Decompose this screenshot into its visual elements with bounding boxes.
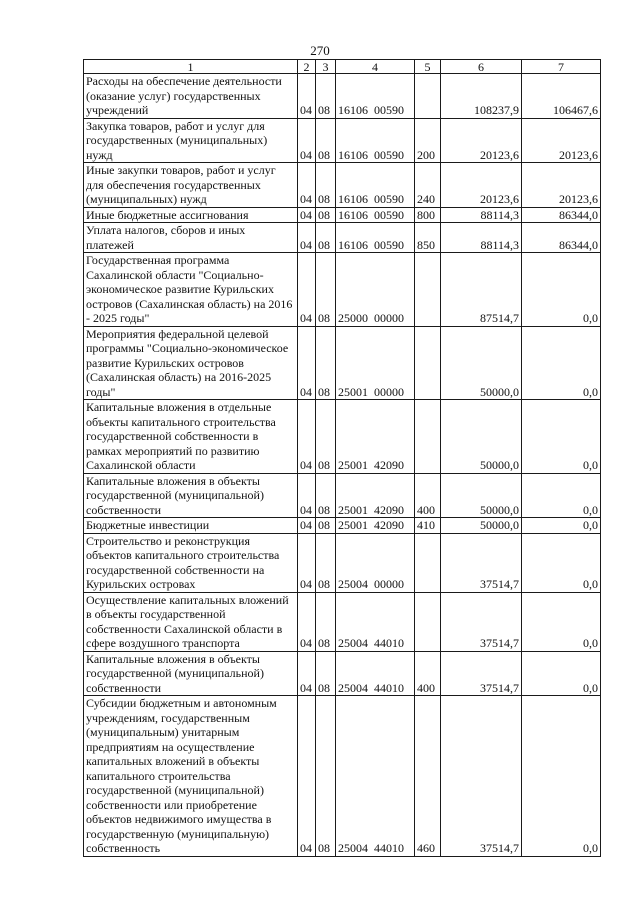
column-header: 3 bbox=[316, 60, 336, 74]
amount-year-1: 88114,3 bbox=[441, 207, 522, 223]
target-program-code: 16106 bbox=[338, 147, 368, 162]
target-program-code: 16106 bbox=[338, 103, 368, 117]
expense-name: Иные закупки товаров, работ и услуг для обеспечения государственных (муниципальных) нужд bbox=[84, 163, 298, 208]
expense-name: Осуществление капитальных вложений в объекты государственной собственности Сахалинской области в сфере воздушного транспорта bbox=[84, 592, 298, 651]
amount-year-1: 50000,0 bbox=[441, 326, 522, 400]
subsection-code: 08 bbox=[316, 696, 336, 857]
subsection-code: 08 bbox=[316, 163, 336, 208]
target-program-code: 25004 bbox=[338, 577, 368, 591]
expense-type-code: 410 bbox=[415, 518, 441, 534]
amount-year-2: 20123,6 bbox=[522, 163, 601, 208]
expense-type-code: 800 bbox=[415, 207, 441, 223]
amount-year-2: 0,0 bbox=[522, 473, 601, 518]
target-article-code bbox=[336, 253, 415, 327]
target-direction-code: 00000 bbox=[374, 384, 404, 399]
amount-year-1: 88114,3 bbox=[441, 223, 522, 253]
target-direction-code: 00590 bbox=[374, 147, 404, 162]
section-code: 04 bbox=[298, 74, 316, 119]
section-code: 04 bbox=[298, 473, 316, 518]
subsection-code: 08 bbox=[316, 207, 336, 223]
subsection-code: 08 bbox=[316, 473, 336, 518]
subsection-code: 08 bbox=[316, 253, 336, 327]
amount-year-1: 37514,7 bbox=[441, 696, 522, 857]
amount-year-2: 20123,6 bbox=[522, 118, 601, 163]
target-program-code: 16106 bbox=[338, 207, 368, 222]
target-direction-code: 42090 bbox=[374, 458, 404, 472]
expense-name: Капитальные вложения в объекты государственной (муниципальной) собственности bbox=[84, 651, 298, 696]
table-row bbox=[84, 592, 601, 651]
section-code: 04 bbox=[298, 163, 316, 208]
section-code: 04 bbox=[298, 696, 316, 857]
amount-year-1: 108237,9 bbox=[441, 74, 522, 119]
expense-name: Капитальные вложения в объекты государственной (муниципальной) собственности bbox=[84, 473, 298, 518]
target-program-code: 25001 bbox=[338, 518, 368, 532]
section-code: 04 bbox=[298, 518, 316, 534]
amount-year-1: 50000,0 bbox=[441, 400, 522, 474]
section-code: 04 bbox=[298, 253, 316, 327]
expense-type-code: 200 bbox=[415, 118, 441, 163]
target-direction-code: 00000 bbox=[374, 311, 404, 325]
subsection-code: 08 bbox=[316, 518, 336, 534]
target-article-code bbox=[336, 326, 415, 400]
target-article-code bbox=[336, 207, 415, 223]
amount-year-2: 0,0 bbox=[522, 400, 601, 474]
target-direction-code: 00000 bbox=[374, 577, 404, 591]
amount-year-2: 0,0 bbox=[522, 592, 601, 651]
section-code: 04 bbox=[298, 533, 316, 592]
table-row bbox=[84, 74, 601, 119]
page-number: 270 bbox=[310, 43, 330, 58]
target-article-code bbox=[336, 163, 415, 208]
expense-name: Бюджетные инвестиции bbox=[84, 518, 298, 534]
table-row bbox=[84, 326, 601, 400]
target-article-code bbox=[336, 473, 415, 518]
target-program-code: 16106 bbox=[338, 237, 368, 252]
expense-type-code: 400 bbox=[415, 651, 441, 696]
target-program-code: 25001 bbox=[338, 384, 368, 399]
target-article-code bbox=[336, 223, 415, 253]
section-code: 04 bbox=[298, 651, 316, 696]
target-article-code bbox=[336, 651, 415, 696]
amount-year-2: 0,0 bbox=[522, 518, 601, 534]
amount-year-2: 106467,6 bbox=[522, 74, 601, 119]
target-program-code: 16106 bbox=[338, 192, 368, 206]
target-direction-code: 00590 bbox=[374, 192, 404, 206]
amount-year-1: 50000,0 bbox=[441, 473, 522, 518]
expense-name: Государственная программа Сахалинской области "Социально-экономическое развитие Курильских островов (Сахалинская область) на 2016 - 2025 годы" bbox=[84, 253, 298, 327]
subsection-code: 08 bbox=[316, 592, 336, 651]
amount-year-1: 37514,7 bbox=[441, 592, 522, 651]
subsection-code: 08 bbox=[316, 400, 336, 474]
expense-name: Субсидии бюджетным и автономным учреждениям, государственным (муниципальным) унитарным предприятиям на осуществление капитальных вложений в объекты капитального строительства государственной (муниципальной) собственности или приобретение объектов недвижимого имущества в государственную (муниципальную) собственность bbox=[84, 696, 298, 857]
expense-name: Иные бюджетные ассигнования bbox=[84, 207, 298, 223]
column-header: 6 bbox=[441, 60, 522, 74]
column-header: 2 bbox=[298, 60, 316, 74]
expense-type-code: 850 bbox=[415, 223, 441, 253]
amount-year-2: 86344,0 bbox=[522, 207, 601, 223]
section-code: 04 bbox=[298, 207, 316, 223]
target-program-code: 25004 bbox=[338, 841, 368, 855]
expense-type-code: 240 bbox=[415, 163, 441, 208]
expense-type-code bbox=[415, 400, 441, 474]
table-header-row bbox=[84, 60, 601, 74]
expense-type-code bbox=[415, 326, 441, 400]
section-code: 04 bbox=[298, 326, 316, 400]
table-row bbox=[84, 533, 601, 592]
expense-name: Капитальные вложения в отдельные объекты капитального строительства государственной собственности в рамках мероприятий по развитию Сахалинской области bbox=[84, 400, 298, 474]
section-code: 04 bbox=[298, 118, 316, 163]
amount-year-1: 37514,7 bbox=[441, 533, 522, 592]
table-row bbox=[84, 118, 601, 163]
table-row bbox=[84, 473, 601, 518]
target-program-code: 25001 bbox=[338, 502, 368, 517]
amount-year-1: 20123,6 bbox=[441, 163, 522, 208]
amount-year-2: 0,0 bbox=[522, 533, 601, 592]
subsection-code: 08 bbox=[316, 223, 336, 253]
expense-name: Строительство и реконструкция объектов капитального строительства государственной собственности на Курильских островах bbox=[84, 533, 298, 592]
section-code: 04 bbox=[298, 592, 316, 651]
target-article-code bbox=[336, 696, 415, 857]
column-header: 7 bbox=[522, 60, 601, 74]
subsection-code: 08 bbox=[316, 118, 336, 163]
subsection-code: 08 bbox=[316, 651, 336, 696]
target-direction-code: 00590 bbox=[374, 103, 404, 117]
budget-table bbox=[83, 59, 601, 857]
column-header: 1 bbox=[84, 60, 298, 74]
amount-year-1: 37514,7 bbox=[441, 651, 522, 696]
amount-year-2: 86344,0 bbox=[522, 223, 601, 253]
table-row bbox=[84, 207, 601, 223]
subsection-code: 08 bbox=[316, 326, 336, 400]
section-code: 04 bbox=[298, 400, 316, 474]
target-article-code bbox=[336, 118, 415, 163]
target-article-code bbox=[336, 518, 415, 534]
expense-type-code bbox=[415, 253, 441, 327]
table-row bbox=[84, 651, 601, 696]
amount-year-2: 0,0 bbox=[522, 253, 601, 327]
expense-name: Закупка товаров, работ и услуг для государственных (муниципальных) нужд bbox=[84, 118, 298, 163]
expense-name: Расходы на обеспечение деятельности (оказание услуг) государственных учреждений bbox=[84, 74, 298, 119]
target-direction-code: 42090 bbox=[374, 518, 404, 532]
target-direction-code: 00590 bbox=[374, 237, 404, 252]
target-program-code: 25000 bbox=[338, 311, 368, 325]
target-direction-code: 42090 bbox=[374, 502, 404, 517]
amount-year-2: 0,0 bbox=[522, 651, 601, 696]
expense-type-code bbox=[415, 533, 441, 592]
column-header: 4 bbox=[336, 60, 415, 74]
amount-year-2: 0,0 bbox=[522, 326, 601, 400]
target-direction-code: 00590 bbox=[374, 207, 404, 222]
target-direction-code: 44010 bbox=[374, 636, 404, 650]
target-article-code bbox=[336, 533, 415, 592]
expense-type-code bbox=[415, 74, 441, 119]
table-row bbox=[84, 400, 601, 474]
amount-year-1: 50000,0 bbox=[441, 518, 522, 534]
expense-name: Уплата налогов, сборов и иных платежей bbox=[84, 223, 298, 253]
table-row bbox=[84, 223, 601, 253]
target-direction-code: 44010 bbox=[374, 841, 404, 855]
target-program-code: 25001 bbox=[338, 458, 368, 472]
column-header: 5 bbox=[415, 60, 441, 74]
amount-year-2: 0,0 bbox=[522, 696, 601, 857]
section-code: 04 bbox=[298, 223, 316, 253]
target-program-code: 25004 bbox=[338, 680, 368, 695]
table-row bbox=[84, 696, 601, 857]
target-article-code bbox=[336, 592, 415, 651]
target-program-code: 25004 bbox=[338, 636, 368, 650]
table-row bbox=[84, 163, 601, 208]
target-article-code bbox=[336, 400, 415, 474]
amount-year-1: 87514,7 bbox=[441, 253, 522, 327]
amount-year-1: 20123,6 bbox=[441, 118, 522, 163]
expense-type-code bbox=[415, 592, 441, 651]
subsection-code: 08 bbox=[316, 533, 336, 592]
table-row bbox=[84, 518, 601, 534]
table-row bbox=[84, 253, 601, 327]
expense-name: Мероприятия федеральной целевой программы "Социально-экономическое развитие Курильских островов (Сахалинская область) на 2016-2025 годы" bbox=[84, 326, 298, 400]
target-direction-code: 44010 bbox=[374, 680, 404, 695]
subsection-code: 08 bbox=[316, 74, 336, 119]
expense-type-code: 400 bbox=[415, 473, 441, 518]
target-article-code bbox=[336, 74, 415, 119]
expense-type-code: 460 bbox=[415, 696, 441, 857]
